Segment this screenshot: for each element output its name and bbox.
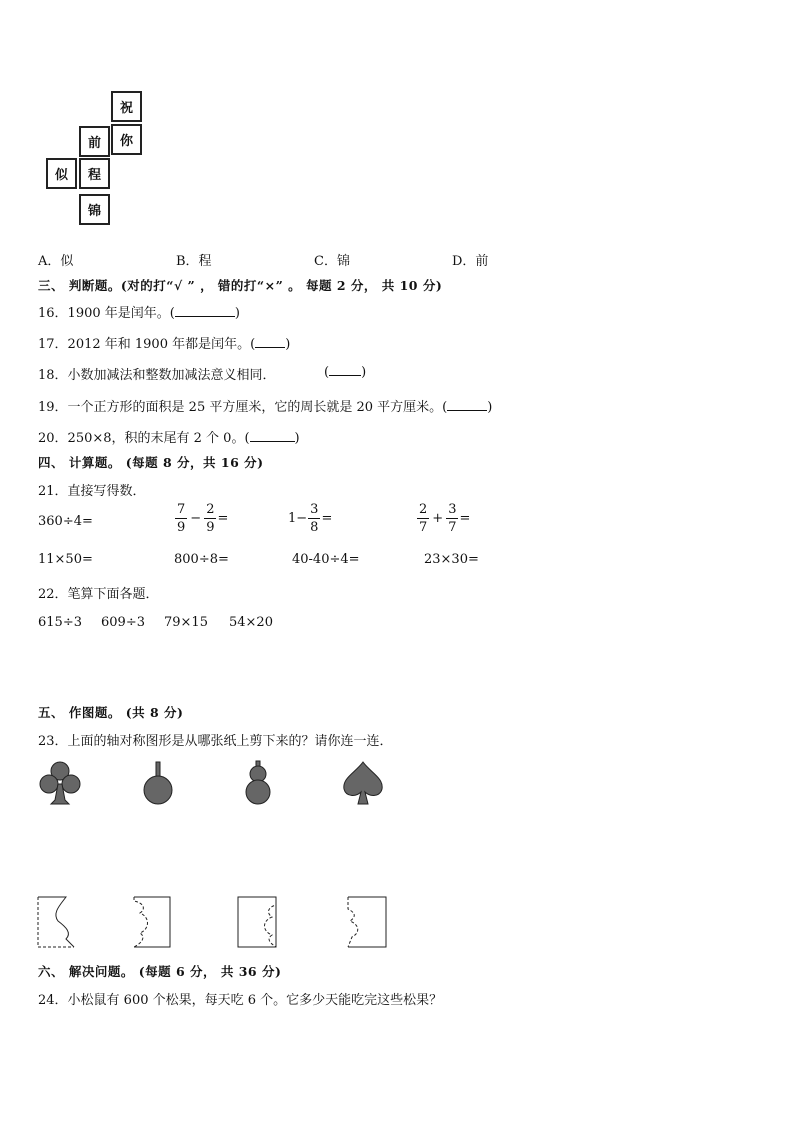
paren-close: ) bbox=[361, 365, 367, 380]
paren-open: ( bbox=[324, 365, 330, 380]
option-a[interactable]: A．似 bbox=[38, 254, 74, 269]
numerator: 2 bbox=[206, 502, 215, 517]
calc-40-minus: 40-40÷4= bbox=[292, 552, 360, 567]
equals: = bbox=[321, 511, 333, 526]
numerator: 7 bbox=[177, 502, 186, 517]
question-22: 22．笔算下面各题． bbox=[38, 587, 159, 602]
net-cell-ni: 你 bbox=[111, 124, 142, 155]
equals: = bbox=[459, 511, 471, 526]
answer-blank-18[interactable] bbox=[329, 364, 361, 376]
net-cell-si: 似 bbox=[46, 158, 77, 189]
calc-360-div-4: 360÷4= bbox=[38, 514, 93, 529]
question-16 bbox=[38, 302, 240, 321]
question-18-answer bbox=[324, 364, 366, 380]
question-20 bbox=[38, 427, 300, 446]
denominator: 9 bbox=[177, 520, 186, 535]
denominator: 7 bbox=[419, 520, 428, 535]
calc-fraction-1 bbox=[174, 503, 228, 534]
club-icon[interactable] bbox=[38, 760, 82, 806]
question-19 bbox=[38, 396, 492, 415]
spade-icon[interactable] bbox=[340, 760, 386, 806]
answer-blank-16[interactable] bbox=[175, 305, 235, 317]
option-b[interactable]: B．程 bbox=[176, 254, 212, 269]
fraction bbox=[417, 503, 429, 534]
written-79x15: 79×15 bbox=[164, 615, 208, 630]
operator: + bbox=[432, 511, 444, 526]
question-17 bbox=[38, 333, 290, 352]
equals: = bbox=[217, 511, 229, 526]
denominator: 8 bbox=[310, 520, 319, 535]
answer-blank-20[interactable] bbox=[250, 430, 295, 442]
net-cell-jin: 锦 bbox=[79, 194, 110, 225]
question-17-text: 17．2012 年和 1900 年都是闰年。( bbox=[38, 337, 256, 352]
written-615: 615÷3 bbox=[38, 615, 82, 630]
paper-piece-4[interactable] bbox=[346, 895, 388, 949]
answer-blank-19[interactable] bbox=[447, 399, 487, 411]
question-16-text: 16．1900 年是闰年。( bbox=[38, 306, 175, 321]
question-24: 24．小松鼠有 600 个松果，每天吃 6 个。它多少天能吃完这些松果？ bbox=[38, 993, 443, 1008]
question-18 bbox=[38, 364, 276, 383]
section4-title: 四、 计算题。 (每题 8 分，共 16 分) bbox=[38, 455, 264, 470]
denominator: 7 bbox=[448, 520, 457, 535]
paper-piece-2[interactable] bbox=[132, 895, 172, 949]
leading-term: 1− bbox=[288, 511, 308, 526]
written-54x20: 54×20 bbox=[229, 615, 273, 630]
paren-close: ) bbox=[487, 400, 493, 415]
question-19-text: 19．一个正方形的面积是 25 平方厘米，它的周长就是 20 平方厘米。( bbox=[38, 400, 448, 415]
net-cell-cheng: 程 bbox=[79, 158, 110, 189]
section3-title: 三、 判断题。(对的打“√ ” ， 错的打“×” 。 每题 2 分， 共 10 分) bbox=[38, 278, 443, 293]
calc-11x50: 11×50= bbox=[38, 552, 93, 567]
operator: − bbox=[190, 511, 202, 526]
paren-close: ) bbox=[294, 431, 300, 446]
answer-blank-17[interactable] bbox=[255, 336, 285, 348]
calc-23x30: 23×30= bbox=[424, 552, 479, 567]
numerator: 3 bbox=[448, 502, 457, 517]
written-609: 609÷3 bbox=[101, 615, 145, 630]
fraction bbox=[446, 503, 458, 534]
gourd-icon[interactable] bbox=[242, 760, 274, 806]
fraction bbox=[204, 503, 216, 534]
numerator: 2 bbox=[419, 502, 428, 517]
calc-800-div-8: 800÷8= bbox=[174, 552, 229, 567]
option-d[interactable]: D．前 bbox=[452, 254, 489, 269]
question-23: 23．上面的轴对称图形是从哪张纸上剪下来的？请你连一连． bbox=[38, 734, 393, 749]
section5-title: 五、 作图题。 (共 8 分) bbox=[38, 705, 184, 720]
calc-fraction-3 bbox=[416, 503, 470, 534]
paren-close: ) bbox=[234, 306, 240, 321]
calc-fraction-2 bbox=[288, 503, 332, 534]
question-20-text: 20．250×8，积的末尾有 2 个 0。( bbox=[38, 431, 250, 446]
paper-piece-1[interactable] bbox=[36, 895, 76, 949]
key-icon[interactable] bbox=[140, 760, 176, 806]
option-c[interactable]: C．锦 bbox=[314, 254, 350, 269]
question-18-text: 18．小数加减法和整数加减法意义相同． bbox=[38, 368, 276, 383]
fraction bbox=[175, 503, 187, 534]
net-cell-qian: 前 bbox=[79, 126, 110, 157]
denominator: 9 bbox=[206, 520, 215, 535]
question-21: 21．直接写得数． bbox=[38, 484, 146, 499]
paper-piece-3[interactable] bbox=[236, 895, 278, 949]
fraction bbox=[308, 503, 320, 534]
numerator: 3 bbox=[310, 502, 319, 517]
net-cell-zhu: 祝 bbox=[111, 91, 142, 122]
paren-close: ) bbox=[285, 337, 291, 352]
section6-title: 六、 解决问题。 (每题 6 分， 共 36 分) bbox=[38, 964, 282, 979]
